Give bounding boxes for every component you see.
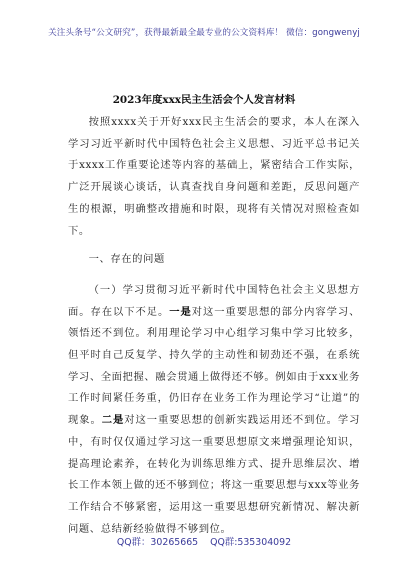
point-marker-1: 一是	[169, 305, 192, 318]
section-heading: 一、存在的问题	[88, 253, 165, 266]
footer-qq-group-2: QQ群:535304092	[210, 537, 292, 548]
footer-qq-group-1: QQ群：30265665	[116, 537, 199, 548]
page-header-banner: 关注头条号“公文研究”，获得最新最全最专业的公文资料库！ 微信：gongwenyj	[48, 28, 360, 38]
point-text-2: 对这一重要思想的创新实践运用还不到位。学习中，有时仅仅通过学习这一重要思想原文来增强理论知识，提高理论素养，在转化为训练思维方式、提升思维层次、增长工作本领上做的还不够到位；将这一重要思想与xxx等业务工作结合不够紧密，运用这一重要思想研究新情况、解决新问题、总结新经验做得不够到位。	[68, 414, 360, 535]
document-title: 2023年度xxx民主生活会个人发言材料	[112, 94, 296, 106]
document-body	[68, 112, 360, 540]
subsection-lead: （一）学习贯彻习近平新时代中国特色社会主义思想方面。存在以下不足。	[68, 283, 360, 318]
page-footer	[0, 534, 408, 548]
subsection-paragraph	[68, 280, 360, 540]
point-text-1: 对这一重要思想的部分内容学习、领悟还不到位。利用理论学习中心组学习集中学习比较多，但平时自己反复学、持久学的主动性和韧劲还不强，在系统学习、全面把握、融会贯通上做得还不够。例如由于xxx业务工作时间紧任务重，仍旧存在业务工作为理论学习“让道”的现象。	[68, 305, 361, 427]
intro-paragraph: 按照xxxx关于开好xxx民主生活会的要求，本人在深入学习习近平新时代中国特色社会主义思想、习近平总书记关于xxxx工作重要论述等内容的基础上，紧密结合工作实际，广泛开展谈心谈话，认真查找自身问题和差距，反思问题产生的根源，明确整改措施和时限，现将有关情况对照检查如下。	[68, 116, 360, 237]
point-marker-2: 二是	[101, 414, 125, 427]
